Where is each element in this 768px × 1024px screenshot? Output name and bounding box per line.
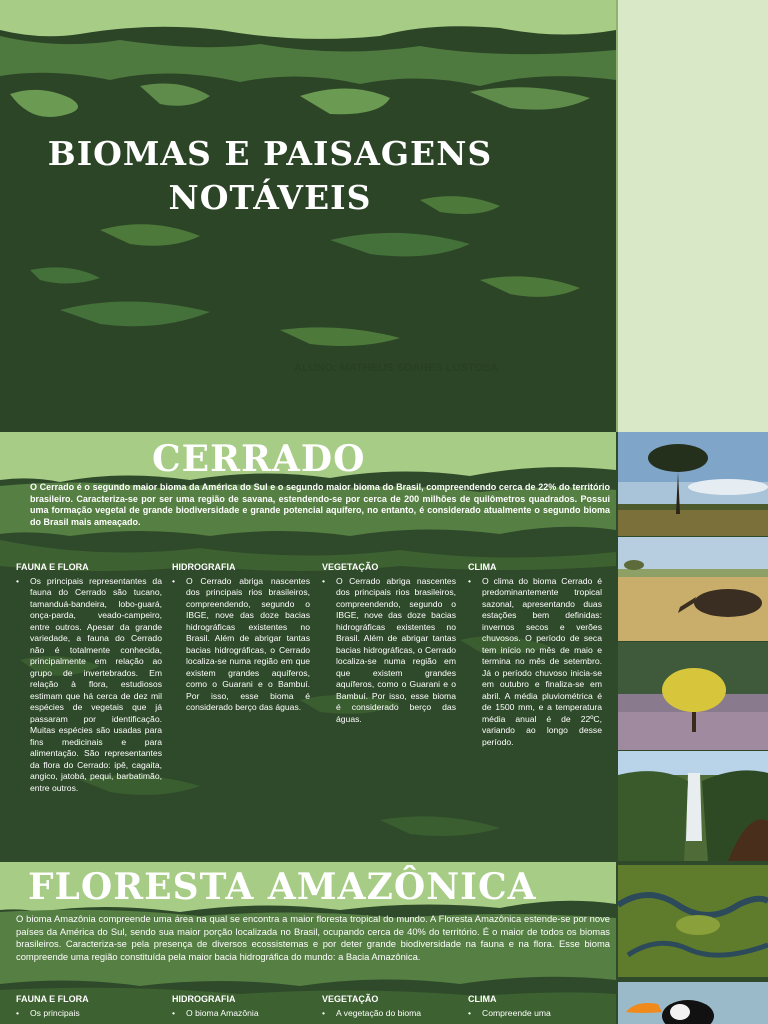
column-heading: FAUNA E FLORA [16, 994, 89, 1004]
bullet-icon: • [16, 1007, 20, 1018]
anteater-photo [618, 537, 768, 641]
author-credit: ALUNO: MATHEUS SOARES LUSTOSA [294, 362, 499, 374]
column-heading: VEGETAÇÃO [322, 562, 379, 572]
column-text: Os principais [30, 1007, 80, 1018]
bullet-icon: • [468, 575, 472, 586]
cerrado-column-vegetacao [322, 562, 456, 725]
amazonia-intro: O bioma Amazônia compreende uma área na qual se encontra a maior floresta tropical do mundo. A Floresta Amazônica estende-se por nove países da América do Sul, sendo sua maior porção localizada no Brasil, ocupando cerca de 40% do território. É o maior de todos os biomas brasileiros. Caracteriza-se pela presença de diversos ecossistemas e por deter grande biodiversidade na fauna e na flora. Esse bioma compreende uma região constituída pela maior bacia hidrográfica do mundo: a Bacia Amazônica. [16, 913, 610, 962]
tree-savanna-photo [618, 432, 768, 536]
amazonia-column-hidrografia [172, 994, 310, 1019]
waterfall-photo [618, 751, 768, 861]
column-text: O clima do bioma Cerrado é predominantemente tropical sazonal, apresentando duas estações bem definidas: invernos secos e verões chuvosos. O período de seca tem início no mês de maio e termina no mês de setembro. Já o período chuvoso inicia-se em outubro e finaliza-se em abril. A média pluviométrica é de 1500 mm, e a temperatura média anual é de 22ºC, variando ao longo desse período. [482, 575, 602, 747]
toucan-photo [618, 982, 768, 1024]
bullet-icon: • [468, 1007, 472, 1018]
column-text: O Cerrado abriga nascentes dos principais rios brasileiros, compreendendo, segundo o IBGE, nove das doze bacias hidrográficas existentes no Brasil. Além de abrigar tantas bacias hidrográficas, o Cerrado localiza-se numa região em que existem grandes aquíferos, como o Guarani e o Bambuí. Por isso, esse bioma é considerado berço das águas. [336, 575, 456, 724]
slide-title [20, 132, 520, 220]
bullet-icon: • [322, 1007, 326, 1018]
cerrado-column-fauna-flora [16, 562, 162, 794]
river-aerial-photo [618, 865, 768, 977]
bullet-icon: • [322, 575, 326, 586]
ipe-tree-photo [618, 642, 768, 750]
amazonia-column-vegetacao [322, 994, 456, 1019]
column-heading: CLIMA [468, 994, 497, 1004]
bullet-icon: • [172, 575, 176, 586]
slide-title-line-2: NOTÁVEIS [168, 178, 372, 217]
amazonia-column-clima [468, 994, 602, 1019]
cerrado-intro: O Cerrado é o segundo maior bioma da América do Sul e o segundo maior bioma do Brasil, compreendendo cerca de 22% do território brasileiro. Caracteriza-se por ser uma região de savana, estendendo-se por cerca de 200 milhões de quilômetros quadrados. Possui uma formação vegetal de grande biodiversidade e grande potencial aquífero, no entanto, é considerado atualmente o segundo bioma do Brasil mais ameaçado. [30, 482, 610, 527]
column-text: A vegetação do bioma [336, 1007, 422, 1018]
column-heading: VEGETAÇÃO [322, 994, 379, 1004]
column-heading: CLIMA [468, 562, 497, 572]
slide-title-line-1: BIOMAS E PAISAGENS [47, 134, 493, 173]
amazonia-column-fauna-flora [16, 994, 162, 1019]
column-text: O Cerrado abriga nascentes dos principais rios brasileiros, compreendendo, segundo o IBGE, nove das doze bacias hidrográficas existentes no Brasil. Além de abrigar tantas bacias hidrográficas, o Cerrado localiza-se numa região em que existem grandes aquíferos, como o Guarani e o Bambuí. Por isso, esse bioma é considerado berço das águas. [186, 575, 310, 712]
column-heading: HIDROGRAFIA [172, 994, 236, 1004]
column-text: Os principais representantes da fauna do Cerrado são tucano, tamanduá-bandeira, lobo-guará, onça-parda, veado-campeiro, entre outros. Apesar da grande variedade, a fauna do Cerrado não é totalmente conhecida, principalmente em relação ao grupo de invertebrados. Em relação à flora, estudiosos estimam que há cerca de dez mil espécies de vegetais que já passaram por identificação. Muitas espécies são usadas para fins medicinais e para alimentação. São representantes da flora do Cerrado: ipê, cagaita, angico, jatobá, pequi, barbatimão, entre outros. [30, 575, 162, 793]
cerrado-column-clima [468, 562, 602, 748]
column-heading: FAUNA E FLORA [16, 562, 89, 572]
cerrado-column-hidrografia [172, 562, 310, 714]
bullet-icon: • [172, 1007, 176, 1018]
column-heading: HIDROGRAFIA [172, 562, 236, 572]
column-text: O bioma Amazônia [186, 1007, 259, 1018]
right-margin-border [616, 0, 618, 432]
cerrado-title: CERRADO [152, 438, 366, 480]
right-margin-panel [616, 0, 768, 432]
column-text: Compreende uma [482, 1007, 551, 1018]
bullet-icon: • [16, 575, 20, 586]
amazonia-title: FLORESTA AMAZÔNICA [28, 866, 537, 908]
